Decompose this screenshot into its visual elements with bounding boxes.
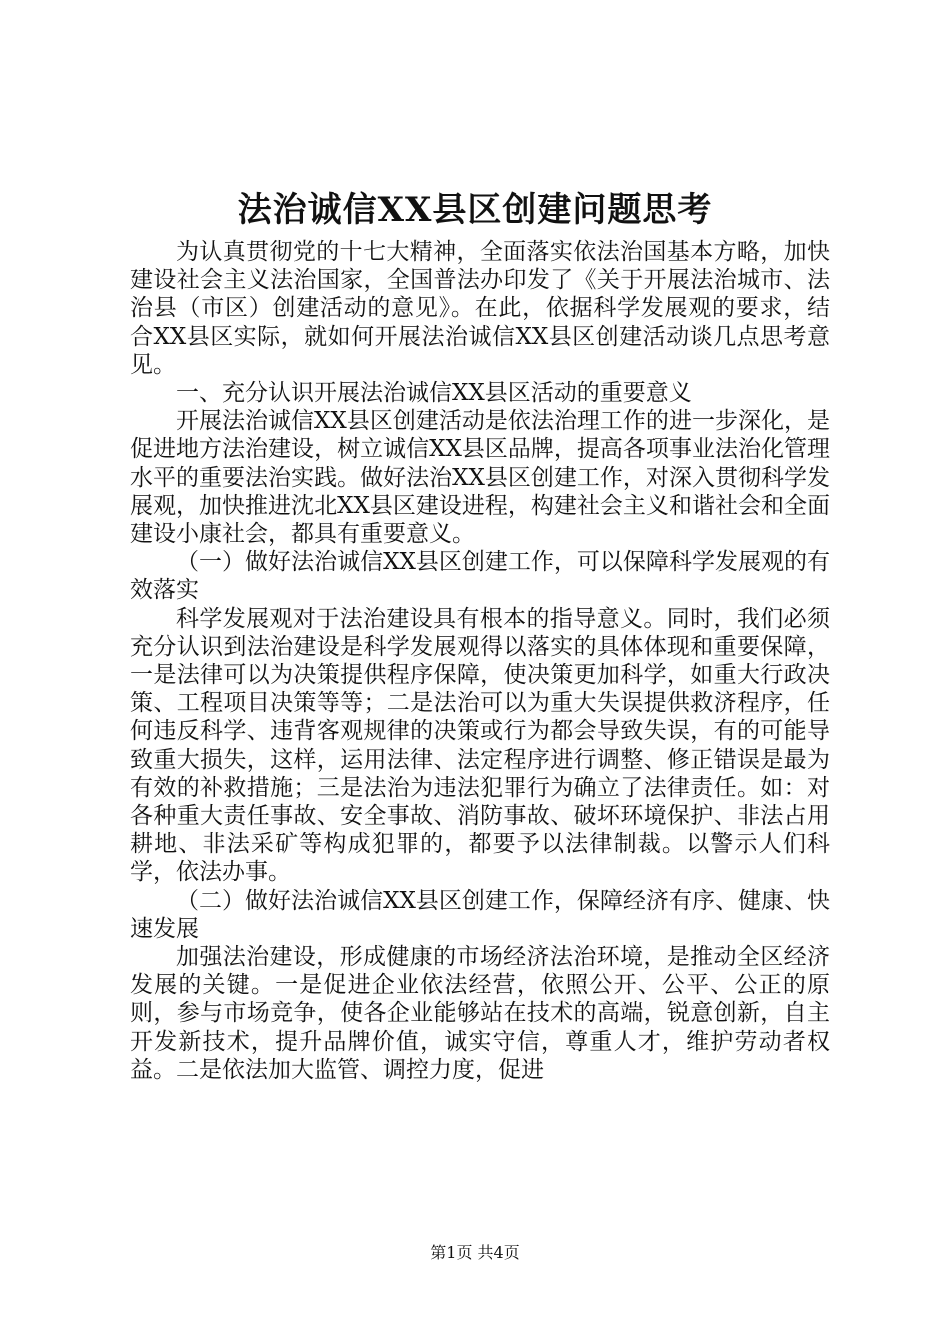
intro-paragraph: 为认真贯彻党的十七大精神，全面落实依法治国基本方略，加快建设社会主义法治国家，全国普法办印发了《关于开展法治城市、法治县（市区）创建活动的意见》。在此，依据科学发展观的要求，结合XX县区实际，就如何开展法治诚信XX县区创建活动谈几点思考意见。 bbox=[130, 239, 830, 378]
document-title: 法治诚信XX县区创建问题思考 bbox=[237, 190, 713, 230]
subsection-heading-2: （二）做好法治诚信XX县区创建工作，保障经济有序、健康、快速发展 bbox=[130, 887, 830, 942]
page-number: 第1页 共4页 bbox=[430, 1243, 520, 1262]
subsection-paragraph-2: 加强法治建设，形成健康的市场经济法治环境，是推动全区经济发展的关键。一是促进企业依法经营，依照公开、公平、公正的原则，参与市场竞争，使各企业能够站在技术的高端，锐意创新，自主开发新技术，提升品牌价值，诚实守信，尊重人才，维护劳动者权益。二是依法加大监管、调控力度，促进 bbox=[130, 944, 830, 1083]
subsection-heading-1: （一）做好法治诚信XX县区创建工作，可以保障科学发展观的有效落实 bbox=[130, 549, 830, 604]
document-body bbox=[130, 238, 830, 1084]
subsection-paragraph-1: 科学发展观对于法治建设具有根本的指导意义。同时，我们必须充分认识到法治建设是科学发展观得以落实的具体体现和重要保障，一是法律可以为决策提供程序保障，使决策更加科学，如重大行政决策、工程项目决策等等；二是法治可以为重大失误提供救济程序，任何违反科学、违背客观规律的决策或行为都会导致失误，有的可能导致重大损失，这样，运用法律、法定程序进行调整、修正错误是最为有效的补救措施；三是法治为违法犯罪行为确立了法律责任。如：对各种重大责任事故、安全事故、消防事故、破坏环境保护、非法占用耕地、非法采矿等构成犯罪的，都要予以法律制裁。以警示人们科学，依法办事。 bbox=[130, 605, 830, 886]
section-paragraph-1: 开展法治诚信XX县区创建活动是依法治理工作的进一步深化，是促进地方法治建设，树立诚信XX县区品牌，提高各项事业法治化管理水平的重要法治实践。做好法治XX县区创建工作，对深入贯彻科学发展观，加快推进沈北XX县区建设进程，构建社会主义和谐社会和全面建设小康社会，都具有重要意义。 bbox=[130, 408, 830, 548]
section-heading-1: 一、充分认识开展法治诚信XX县区活动的重要意义 bbox=[176, 380, 692, 407]
